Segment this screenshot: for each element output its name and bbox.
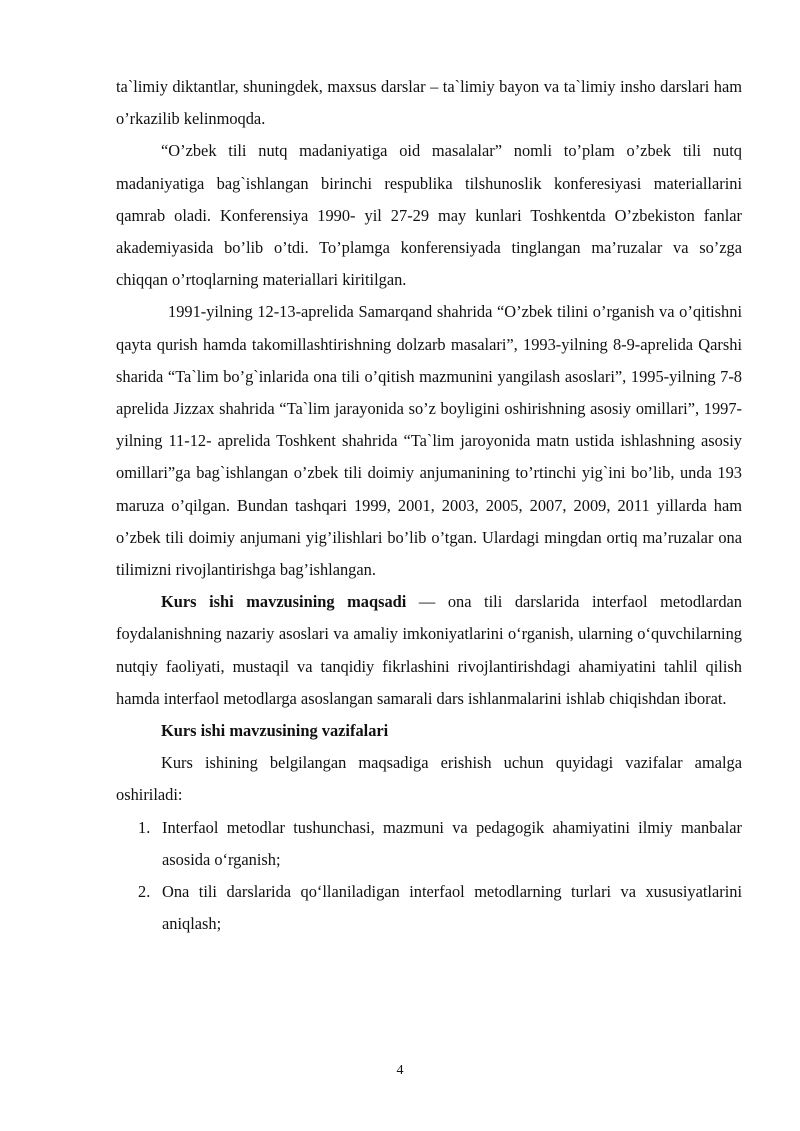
list-item-number: 2.: [138, 882, 151, 902]
paragraph-tasks-intro: Kurs ishining belgilangan maqsadiga erishish uchun quyidagi vazifalar amalga oshiriladi:: [116, 753, 742, 805]
page-number: 4: [396, 1063, 404, 1078]
course-goal-heading: Kurs ishi mavzusining maqsadi: [161, 592, 407, 612]
list-item: [116, 812, 742, 876]
paragraph-continuation: ta`limiy diktantlar, shuningdek, maxsus darslar – ta`limiy bayon va ta`limiy insho darslari ham o’rkazilib kelinmoqda.: [116, 77, 742, 129]
list-item-text: Interfaol metodlar tushunchasi, mazmuni va pedagogik ahamiyatini ilmiy manbalar asosida o‘rganish;: [162, 817, 742, 869]
task-list: [116, 812, 742, 941]
paragraph-conferences: 1991-yilning 12-13-aprelida Samarqand shahrida “O’zbek tilini o’rganish va o’qitishni qayta qurish hamda takomillashtirishning dolzarb masalari”, 1993-yilning 8-9-aprelida Qarshi sharida “Ta`lim bo’g`inlarida ona tili o’qitish mazmunini yangilash asoslari”, 1995-yilning 7-8 aprelida Jizzax shahrida “Ta`lim jarayonida so’z boyligini oshirishning asosiy omillari”, 1997-yilning 11-12- aprelida Toshkent shahrida “Ta`lim jaroyonida matn ustida ishlashning asosiy omillari”ga bag`ishlangan o’zbek tili doimiy anjumanining to’rtinchi yig`ini bo’lib, unda 193 maruza o’qilgan. Bundan tashqari 1999, 2001, 2003, 2005, 2007, 2009, 2011 yillarda ham o’zbek tili doimiy anjumani yig’ilishlari bo’lib o’tgan. Ulardagi mingdan ortiq ma’ruzalar ona tilimizni rivojlantirishga bag’ishlangan.: [116, 302, 742, 580]
list-item: [116, 876, 742, 940]
course-goal-text: — ona tili darslarida interfaol metodlardan foydalanishning nazariy asoslari va amaliy imkoniyatlarini o‘rganish, ularning o‘quvchilarning nutqiy faoliyati, mustaqil va tanqidiy fikrlashini rivojlantirishdagi ahamiyatini tahlil qilish hamda interfaol metodlarga asoslangan samarali dars ishlanmalarini ishlab chiqishdan iborat.: [116, 592, 742, 708]
list-item-number: 1.: [138, 817, 151, 837]
paragraph-collection-description: “O’zbek tili nutq madaniyatiga oid masalalar” nomli to’plam o’zbek tili nutq madaniyatiga bag`ishlangan birinchi respublika tilshunoslik konferesiyasi materiallarini qamrab oladi. Konferensiya 1990- yil 27-29 may kunlari Toshkentda O’zbekiston fanlar akademiyasida bo’lib o’tdi. To’plamga konferensiyada tinglangan ma’ruzalar va so’zga chiqqan o’rtoqlarning materiallari kiritilgan.: [116, 141, 742, 290]
paragraph-course-goal: [116, 586, 742, 715]
list-item-text: Ona tili darslarida qo‘llaniladigan interfaol metodlarning turlari va xususiyatlarini aniqlash;: [162, 882, 742, 934]
course-tasks-heading: Kurs ishi mavzusining vazifalari: [161, 721, 389, 741]
document-page: [116, 71, 742, 940]
